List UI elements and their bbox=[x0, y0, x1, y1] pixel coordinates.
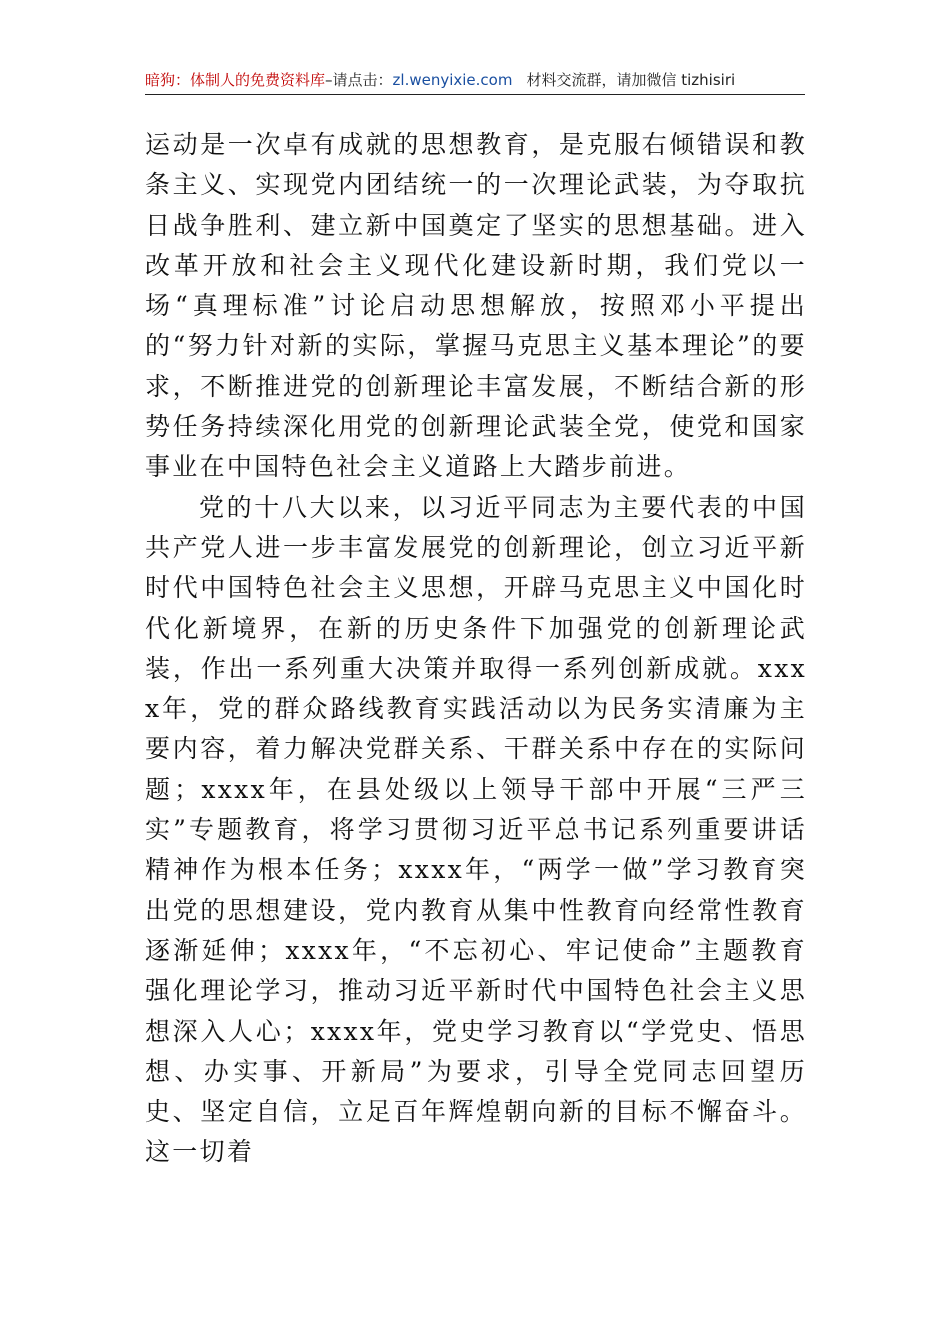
header-brand: 暗狗：体制人的免费资料库 bbox=[145, 71, 326, 89]
page-header bbox=[145, 68, 805, 95]
paragraph-1: 运动是一次卓有成就的思想教育，是克服右倾错误和教条主义、实现党内团结统一的一次理论武装，为夺取抗日战争胜利、建立新中国奠定了坚实的思想基础。进入改革开放和社会主义现代化建设新时期，我们党以一场“真理标准”讨论启动思想解放，按照邓小平提出的“努力针对新的实际，掌握马克思主义基本理论”的要求，不断推进党的创新理论丰富发展，不断结合新的形势任务持续深化用党的创新理论武装全党，使党和国家事业在中国特色社会主义道路上大踏步前进。 bbox=[145, 130, 807, 482]
header-url-link[interactable]: zl.wenyixie.com bbox=[392, 71, 513, 89]
paragraph-2: 党的十八大以来，以习近平同志为主要代表的中国共产党人进一步丰富发展党的创新理论，创立习近平新时代中国特色社会主义思想，开辟马克思主义中国化时代化新境界，在新的历史条件下加强党的创新理论武装，作出一系列重大决策并取得一系列创新成就。xxxx年，党的群众路线教育实践活动以为民务实清廉为主要内容，着力解决党群关系、干群关系中存在的实际问题；xxxx年，在县处级以上领导干部中开展“三严三实”专题教育，将学习贯彻习近平总书记系列重要讲话精神作为根本任务；xxxx年，“两学一做”学习教育突出党的思想建设，党内教育从集中性教育向经常性教育逐渐延伸；xxxx年，“不忘初心、牢记使命”主题教育强化理论学习，推动习近平新时代中国特色社会主义思想深入人心；xxxx年，党史学习教育以“学党史、悟思想、办实事、开新局”为要求，引导全党同志回望历史、坚定自信，立足百年辉煌朝向新的目标不懈奋斗。这一切着 bbox=[145, 492, 807, 1167]
header-prompt: –请点击： bbox=[325, 71, 393, 89]
header-contact: 材料交流群，请加微信 tizhisiri bbox=[526, 71, 736, 89]
document-body bbox=[145, 125, 807, 1173]
